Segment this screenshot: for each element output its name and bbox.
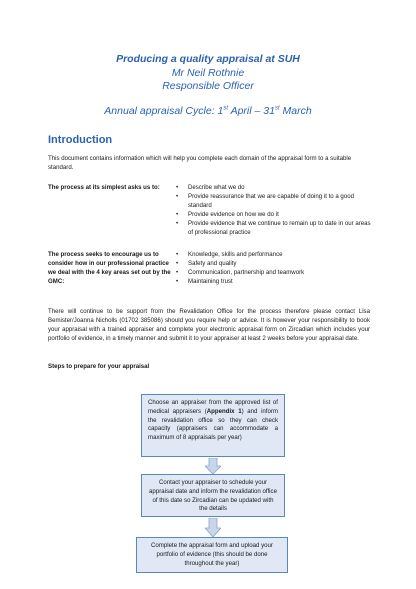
cycle-text-start: Annual appraisal Cycle: 1 xyxy=(104,105,224,117)
appendix-1-reference: Appendix 1 xyxy=(206,407,242,415)
list-item: • Provide reassurance that we are capable of doing it to a good standard xyxy=(176,192,376,210)
title-line-1: Producing a quality appraisal at SUH xyxy=(116,53,300,65)
document-title xyxy=(0,53,416,94)
introduction-heading: Introduction xyxy=(48,134,113,146)
gmc-areas-label: The process seeks to encourage us to consider how in our professional practice we deal with the 4 key areas set out by the GMC: xyxy=(48,251,171,285)
support-text: There will continue to be support from the Revalidation Office for the process therefore please contact Lisa Bemister/Joanna Nicholls (01702 385086) should you require help or advice. It is however your responsibility to book your appraisal with a trained appraiser and complete your electronic appraisal form on Zircadian which includes your portfolio of evidence, in a timely manner and submit it to your appraiser at least 2 weeks before your appraisal date. xyxy=(48,308,370,342)
list-item: • Describe what we do xyxy=(176,183,376,192)
appraisal-cycle xyxy=(0,105,416,117)
introduction-text: This document contains information which will help you complete each domain of the appraisal form to a suitable standard. xyxy=(48,155,352,171)
step-1-text: Choose an appraiser from the approved list of medical appraisers ( xyxy=(148,399,278,415)
gmc-areas-list xyxy=(176,250,376,286)
step-1-box xyxy=(141,394,285,457)
list-item: • Knowledge, skills and performance xyxy=(176,250,376,259)
step-1-text-end: ) and inform the revalidation office so they can check capacity (appraisers can accommodate a maximum of 8 appraisals per year) xyxy=(148,407,278,442)
list-item: • Safety and quality xyxy=(176,259,376,268)
list-item: • Provide evidence that we continue to remain up to date in our areas of professional practice xyxy=(176,219,376,237)
cycle-text-end: March xyxy=(279,105,312,117)
step-3-box: Complete the appraisal form and upload your portfolio of evidence (this should be done throughout the year) xyxy=(136,537,288,573)
title-line-3: Responsible Officer xyxy=(162,80,254,92)
process-list xyxy=(176,183,376,237)
arrow-down-icon xyxy=(205,518,221,537)
cycle-text-middle: April – 31 xyxy=(228,105,275,117)
step-2-box: Contact your appraiser to schedule your appraisal date and inform the revalidation office of this date so Zircadian can be updated with the details xyxy=(141,474,285,517)
arrow-down-icon xyxy=(205,458,221,474)
list-item: • Maintaining trust xyxy=(176,277,376,286)
cycle-superscript-1: st xyxy=(223,105,229,112)
process-label: The process at its simplest asks us to: xyxy=(48,184,160,191)
title-line-2: Mr Neil Rothnie xyxy=(171,66,245,79)
list-item: • Communication, partnership and teamwork xyxy=(176,268,376,277)
list-item: • Provide evidence on how we do it xyxy=(176,210,376,219)
steps-heading: Steps to prepare for your appraisal xyxy=(48,363,150,370)
cycle-superscript-2: st xyxy=(274,105,280,112)
